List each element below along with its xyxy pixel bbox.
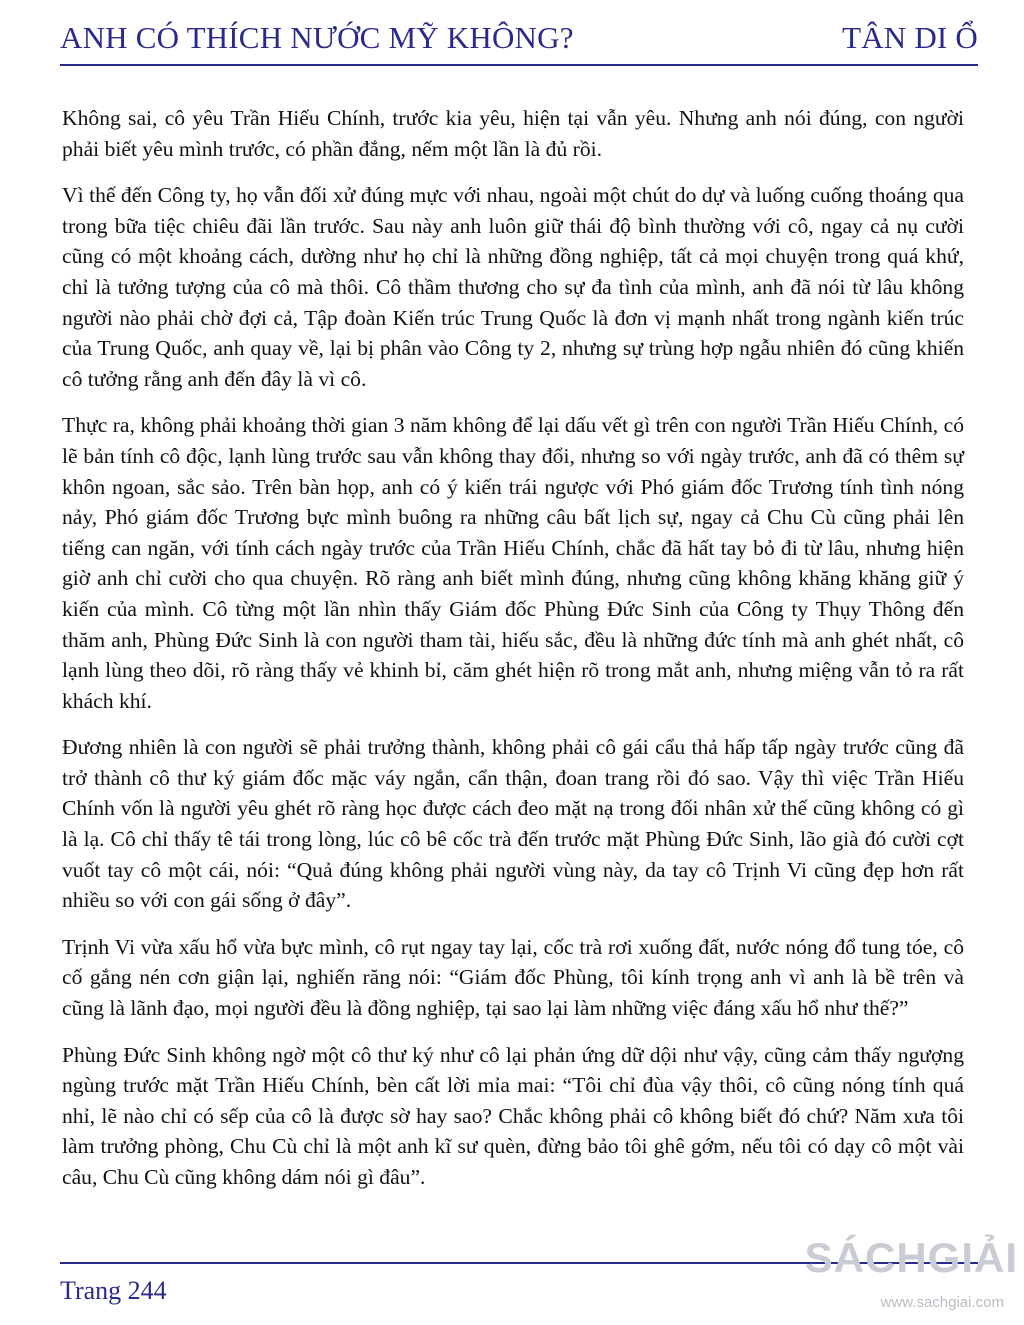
page-body [62,103,964,1209]
watermark-url: www.sachgiai.com [880,1294,1004,1311]
book-title: ANH CÓ THÍCH NƯỚC MỸ KHÔNG? [60,20,574,55]
watermark [804,1232,1018,1322]
paragraph: Phùng Đức Sinh không ngờ một cô thư ký như cô lại phản ứng dữ dội như vậy, cũng cảm thấy ngượng ngùng trước mặt Trần Hiếu Chính, bèn cất lời mỉa mai: “Tôi chỉ đùa vậy thôi, cô cũng nóng tính quá nhỉ, lẽ nào chỉ có sếp của cô là được sờ hay sao? Chắc không phải cô không biết đó chứ? Năm xưa tôi làm trưởng phòng, Chu Cù chỉ là một anh kĩ sư quèn, đừng bảo tôi ghê gớm, nếu tôi có dạy cô một vài câu, Chu Cù cũng không dám nói gì đâu”. [62,1042,964,1189]
paragraph: Thực ra, không phải khoảng thời gian 3 năm không để lại dấu vết gì trên con người Trần Hiếu Chính, có lẽ bản tính cô độc, lạnh lùng trước sau vẫn không thay đổi, nhưng so với ngày trước, anh đã có thêm sự khôn ngoan, sắc sảo. Trên bàn họp, anh có ý kiến trái ngược với Phó giám đốc Trương tính tình nóng nảy, Phó giám đốc Trương bực mình buông ra những câu bất lịch sự, ngay cả Chu Cù cũng phải lên tiếng can ngăn, với tính cách ngày trước của Trần Hiếu Chính, chắc đã hất tay bỏ đi từ lâu, nhưng hiện giờ anh chỉ cười cho qua chuyện. Rõ ràng anh biết mình đúng, nhưng cũng không khăng khăng giữ ý kiến của mình. Cô từng một lần nhìn thấy Giám đốc Phùng Đức Sinh của Công ty Thụy Thông đến thăm anh, Phùng Đức Sinh là con người tham tài, hiếu sắc, đều là những đức tính mà anh ghét nhất, cô lạnh lùng theo dõi, rõ ràng thấy vẻ khinh bỉ, căm ghét hiện rõ trong mắt anh, nhưng miệng vẫn tỏ ra rất khách khí. [62,413,964,713]
page-header [60,18,978,66]
paragraph: Trịnh Vi vừa xấu hổ vừa bực mình, cô rụt ngay tay lại, cốc trà rơi xuống đất, nước nóng đổ tung tóe, cô cố gắng nén cơn giận lại, nghiến răng nói: “Giám đốc Phùng, tôi kính trọng anh vì anh là bề trên và cũng là lãnh đạo, mọi người đều là đồng nghiệp, tại sao lại làm những việc đáng xấu hổ như thế?” [62,934,964,1021]
page-number: Trang 244 [60,1276,167,1305]
paragraph: Không sai, cô yêu Trần Hiếu Chính, trước kia yêu, hiện tại vẫn yêu. Nhưng anh nói đúng, con người phải biết yêu mình trước, có phần đắng, nếm một lần là đủ rồi. [62,106,964,161]
watermark-logo: SÁCHGIẢI [804,1234,1018,1281]
paragraph: Vì thế đến Công ty, họ vẫn đối xử đúng mực với nhau, ngoài một chút do dự và luống cuống thoáng qua trong bữa tiệc chiêu đãi lần trước. Sau này anh luôn giữ thái độ bình thường với cô, ngay cả nụ cười cũng có một khoảng cách, dường như họ chỉ là những đồng nghiệp, tất cả mọi chuyện trong quá khứ, chỉ là tưởng tượng của cô mà thôi. Cô thầm thương cho sự đa tình của mình, anh đã nói từ lâu không người nào phải chờ đợi cả, Tập đoàn Kiến trúc Trung Quốc là đơn vị mạnh nhất trong ngành kiến trúc của Trung Quốc, anh quay về, lại bị phân vào Công ty 2, nhưng sự trùng hợp ngẫu nhiên đó cũng khiến cô tưởng rằng anh đến đây là vì cô. [62,183,964,391]
book-author: TÂN DI Ổ [842,20,978,55]
paragraph: Đương nhiên là con người sẽ phải trưởng thành, không phải cô gái cẩu thả hấp tấp ngày trước cũng đã trở thành cô thư ký giám đốc mặc váy ngắn, cẩn thận, đoan trang rồi đó sao. Vậy thì việc Trần Hiếu Chính vốn là người yêu ghét rõ ràng học được cách đeo mặt nạ trong đối nhân xử thế cũng không có gì là lạ. Cô chỉ thấy tê tái trong lòng, lúc cô bê cốc trà đến trước mặt Phùng Đức Sinh, lão già đó cười cợt vuốt tay cô một cái, nói: “Quả đúng không phải người vùng này, da tay cô Trịnh Vi cũng đẹp hơn rất nhiều so với con gái sống ở đây”. [62,735,964,913]
